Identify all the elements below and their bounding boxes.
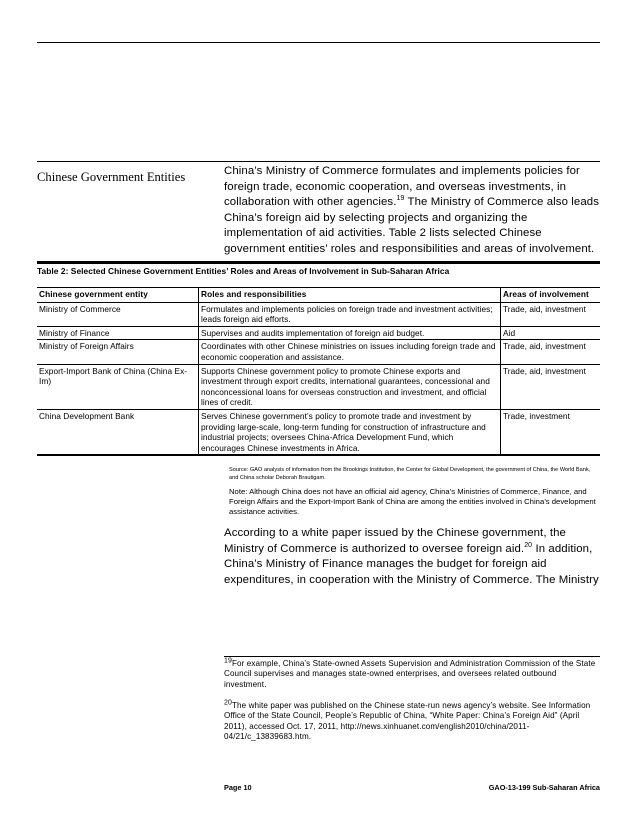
footnote-ref-19[interactable]: 19 xyxy=(396,195,405,203)
footnote-text: The white paper was published on the Chinese state-run news agency’s website. See Information Office of the State Council, People’s Republic of China, “White Paper: China’s Foreign Aid” (April 2011), accessed Oct. 17, 2011, http://news.xinhuanet.com/english2010/china/2011-04/21/c_13839683.htm. xyxy=(224,701,591,742)
entity-cell: Ministry of Commerce xyxy=(37,302,199,326)
intro-paragraph xyxy=(224,164,600,258)
roles-cell: Formulates and implements policies on foreign trade and investment activities; leads foreign aid efforts. xyxy=(199,302,501,326)
footnote-number: 20 xyxy=(224,699,232,707)
areas-cell: Trade, aid, investment xyxy=(501,302,601,326)
areas-cell: Trade, aid, investment xyxy=(501,364,601,409)
areas-cell: Trade, aid, investment xyxy=(501,340,601,364)
areas-cell: Aid xyxy=(501,326,601,340)
table-source: Source: GAO analysis of information from the Brookings Institution, the Center for Global Development, the government of China, the World Bank, and China scholar Deborah Brautigam. xyxy=(229,467,591,481)
header-areas: Areas of involvement xyxy=(501,288,601,303)
entity-cell: Ministry of Finance xyxy=(37,326,199,340)
body-text-1: According to a white paper issued by the Chinese government, the Ministry of Commerce is authorized to oversee foreign aid. xyxy=(224,527,566,555)
footnote-text: For example, China’s State-owned Assets Supervision and Administration Commission of the State Council supervises and manages state-owned enterprises, and oversees related outbound investment. xyxy=(224,659,596,689)
entity-cell: Ministry of Foreign Affairs xyxy=(37,340,199,364)
report-id: GAO-13-199 Sub-Saharan Africa xyxy=(488,783,600,792)
section-heading: Chinese Government Entities xyxy=(37,170,186,184)
entity-cell: China Development Bank xyxy=(37,409,199,455)
roles-cell: Supervises and audits implementation of foreign aid budget. xyxy=(199,326,501,340)
page-footer xyxy=(224,783,600,792)
intro-text-2: The Ministry of Commerce also leads China’s foreign aid by selecting projects and organizing the implementation of aid activities. Table 2 lists selected Chinese government entities’ roles and responsibilities and areas of involvement. xyxy=(224,196,600,255)
roles-cell: Supports Chinese government policy to promote Chinese exports and investment through export credits, international guarantees, concessional and nonconcessional loans for overseas construction and investment, and official lines of credit. xyxy=(199,364,501,409)
table-row xyxy=(37,326,600,340)
header-roles: Roles and responsibilities xyxy=(199,288,501,303)
body-paragraph xyxy=(224,526,600,588)
table-row xyxy=(37,409,600,455)
table-title: Table 2: Selected Chinese Government Entities’ Roles and Areas of Involvement in Sub-Saharan Africa xyxy=(37,266,450,276)
header-entity: Chinese government entity xyxy=(37,288,199,303)
table-note: Note: Although China does not have an official aid agency, China’s Ministries of Commerce, Finance, and Foreign Affairs and the Export-Import Bank of China are among the entities involved in China’s development assistance activities. xyxy=(229,487,596,516)
page-number: Page 10 xyxy=(224,783,252,792)
footnote-number: 19 xyxy=(224,657,232,665)
section-rule xyxy=(37,161,600,162)
table-top-rule xyxy=(37,261,600,264)
roles-cell: Coordinates with other Chinese ministries on issues including foreign trade and economic cooperation and assistance. xyxy=(199,340,501,364)
table-header-row xyxy=(37,288,600,303)
table-row xyxy=(37,340,600,364)
entities-table xyxy=(37,287,600,456)
footnote-19 xyxy=(224,659,596,690)
body-text-2: In addition, China’s Ministry of Finance manages the budget for foreign aid expenditures, in cooperation with the Ministry of Commerce. The Ministry xyxy=(224,542,599,586)
footnote-rule xyxy=(224,656,600,657)
footnote-ref-20[interactable]: 20 xyxy=(524,541,533,549)
entity-cell: Export-Import Bank of China (China Ex-Im) xyxy=(37,364,199,409)
intro-text-1: China’s Ministry of Commerce formulates and implements policies for foreign trade, economic cooperation, and overseas investments, in collaboration with other agencies. xyxy=(224,165,580,209)
footnote-20 xyxy=(224,701,596,743)
table-row xyxy=(37,302,600,326)
header-rule xyxy=(37,42,600,43)
table-row xyxy=(37,364,600,409)
roles-cell: Serves Chinese government’s policy to promote trade and investment by providing large-scale, long-term funding for construction of infrastructure and industrial projects; oversees China-Africa Development Fund, which encourages Chinese investments in Africa. xyxy=(199,409,501,455)
areas-cell: Trade, investment xyxy=(501,409,601,455)
